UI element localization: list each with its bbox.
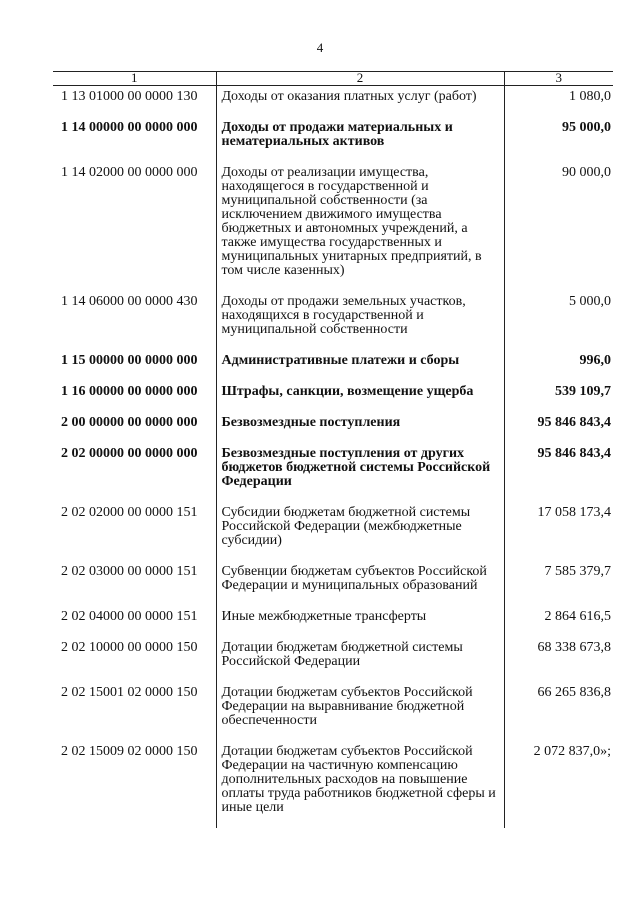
revenue-name-cell: Безвозмездные поступления от других бюджетов бюджетной системы Российской Федерации <box>216 443 504 502</box>
budget-code-cell: 2 00 00000 00 0000 000 <box>61 415 198 430</box>
column-header-3: 3 <box>504 72 613 86</box>
table-row <box>53 682 613 741</box>
table-row <box>53 561 613 606</box>
revenue-name-cell: Дотации бюджетам субъектов Российской Федерации на частичную компенсацию дополнительных расходов на повышение оплаты труда работников бюджетной сферы и иные цели <box>216 741 504 828</box>
budget-code-cell: 2 02 03000 00 0000 151 <box>61 564 198 579</box>
amount-cell: 996,0 <box>504 350 613 381</box>
revenue-name-cell: Безвозмездные поступления <box>216 412 504 443</box>
revenue-name-cell: Субвенции бюджетам субъектов Российской Федерации и муниципальных образований <box>216 561 504 606</box>
budget-code-cell: 2 02 10000 00 0000 150 <box>61 640 198 655</box>
table-row <box>53 291 613 350</box>
amount-cell: 68 338 673,8 <box>504 637 613 682</box>
table-row <box>53 443 613 502</box>
table-row <box>53 502 613 561</box>
budget-code-cell: 1 14 06000 00 0000 430 <box>61 294 198 309</box>
amount-cell: 95 846 843,4 <box>504 412 613 443</box>
column-header-1: 1 <box>53 72 216 86</box>
amount-cell: 2 864 616,5 <box>504 606 613 637</box>
budget-code-cell: 2 02 04000 00 0000 151 <box>61 609 198 624</box>
amount-cell: 1 080,0 <box>504 86 613 118</box>
budget-code-cell: 2 02 00000 00 0000 000 <box>61 446 198 461</box>
table-row <box>53 606 613 637</box>
amount-cell: 17 058 173,4 <box>504 502 613 561</box>
budget-code-cell: 1 15 00000 00 0000 000 <box>61 353 198 368</box>
amount-cell: 539 109,7 <box>504 381 613 412</box>
table-row <box>53 350 613 381</box>
amount-cell: 7 585 379,7 <box>504 561 613 606</box>
table-row <box>53 637 613 682</box>
revenue-name-cell: Доходы от реализации имущества, находящегося в государственной и муниципальной собственности (за исключением движимого имущества бюджетных и автономных учреждений, а также имущества государственных и муниципальных унитарных предприятий, в том числе казенных) <box>216 162 504 291</box>
revenue-name-cell: Административные платежи и сборы <box>216 350 504 381</box>
revenue-name-cell: Дотации бюджетам бюджетной системы Российской Федерации <box>216 637 504 682</box>
revenue-table <box>53 71 613 828</box>
page-number: 4 <box>316 40 324 55</box>
budget-code-cell: 2 02 15001 02 0000 150 <box>61 685 198 700</box>
table-header-row <box>53 72 613 86</box>
table-body <box>53 86 613 829</box>
revenue-name-cell: Доходы от продажи материальных и нематериальных активов <box>216 117 504 162</box>
budget-code-cell: 1 16 00000 00 0000 000 <box>61 384 198 399</box>
amount-cell: 2 072 837,0»; <box>504 741 613 828</box>
budget-code-cell: 1 14 02000 00 0000 000 <box>61 165 198 180</box>
budget-code-cell: 1 13 01000 00 0000 130 <box>61 89 198 104</box>
table-row <box>53 412 613 443</box>
revenue-name-cell: Иные межбюджетные трансферты <box>216 606 504 637</box>
amount-cell: 66 265 836,8 <box>504 682 613 741</box>
budget-code-cell: 1 14 00000 00 0000 000 <box>61 120 198 135</box>
column-header-2: 2 <box>216 72 504 86</box>
revenue-name-cell: Доходы от продажи земельных участков, находящихся в государственной и муниципальной собственности <box>216 291 504 350</box>
budget-code-cell: 2 02 15009 02 0000 150 <box>61 744 198 759</box>
table-row <box>53 86 613 118</box>
revenue-name-cell: Доходы от оказания платных услуг (работ) <box>216 86 504 118</box>
table-row <box>53 381 613 412</box>
amount-cell: 95 000,0 <box>504 117 613 162</box>
amount-cell: 90 000,0 <box>504 162 613 291</box>
table-row <box>53 162 613 291</box>
table-row <box>53 741 613 828</box>
revenue-name-cell: Субсидии бюджетам бюджетной системы Российской Федерации (межбюджетные субсидии) <box>216 502 504 561</box>
amount-cell: 5 000,0 <box>504 291 613 350</box>
table-row <box>53 117 613 162</box>
budget-code-cell: 2 02 02000 00 0000 151 <box>61 505 198 520</box>
revenue-name-cell: Дотации бюджетам субъектов Российской Федерации на выравнивание бюджетной обеспеченности <box>216 682 504 741</box>
amount-cell: 95 846 843,4 <box>504 443 613 502</box>
revenue-name-cell: Штрафы, санкции, возмещение ущерба <box>216 381 504 412</box>
